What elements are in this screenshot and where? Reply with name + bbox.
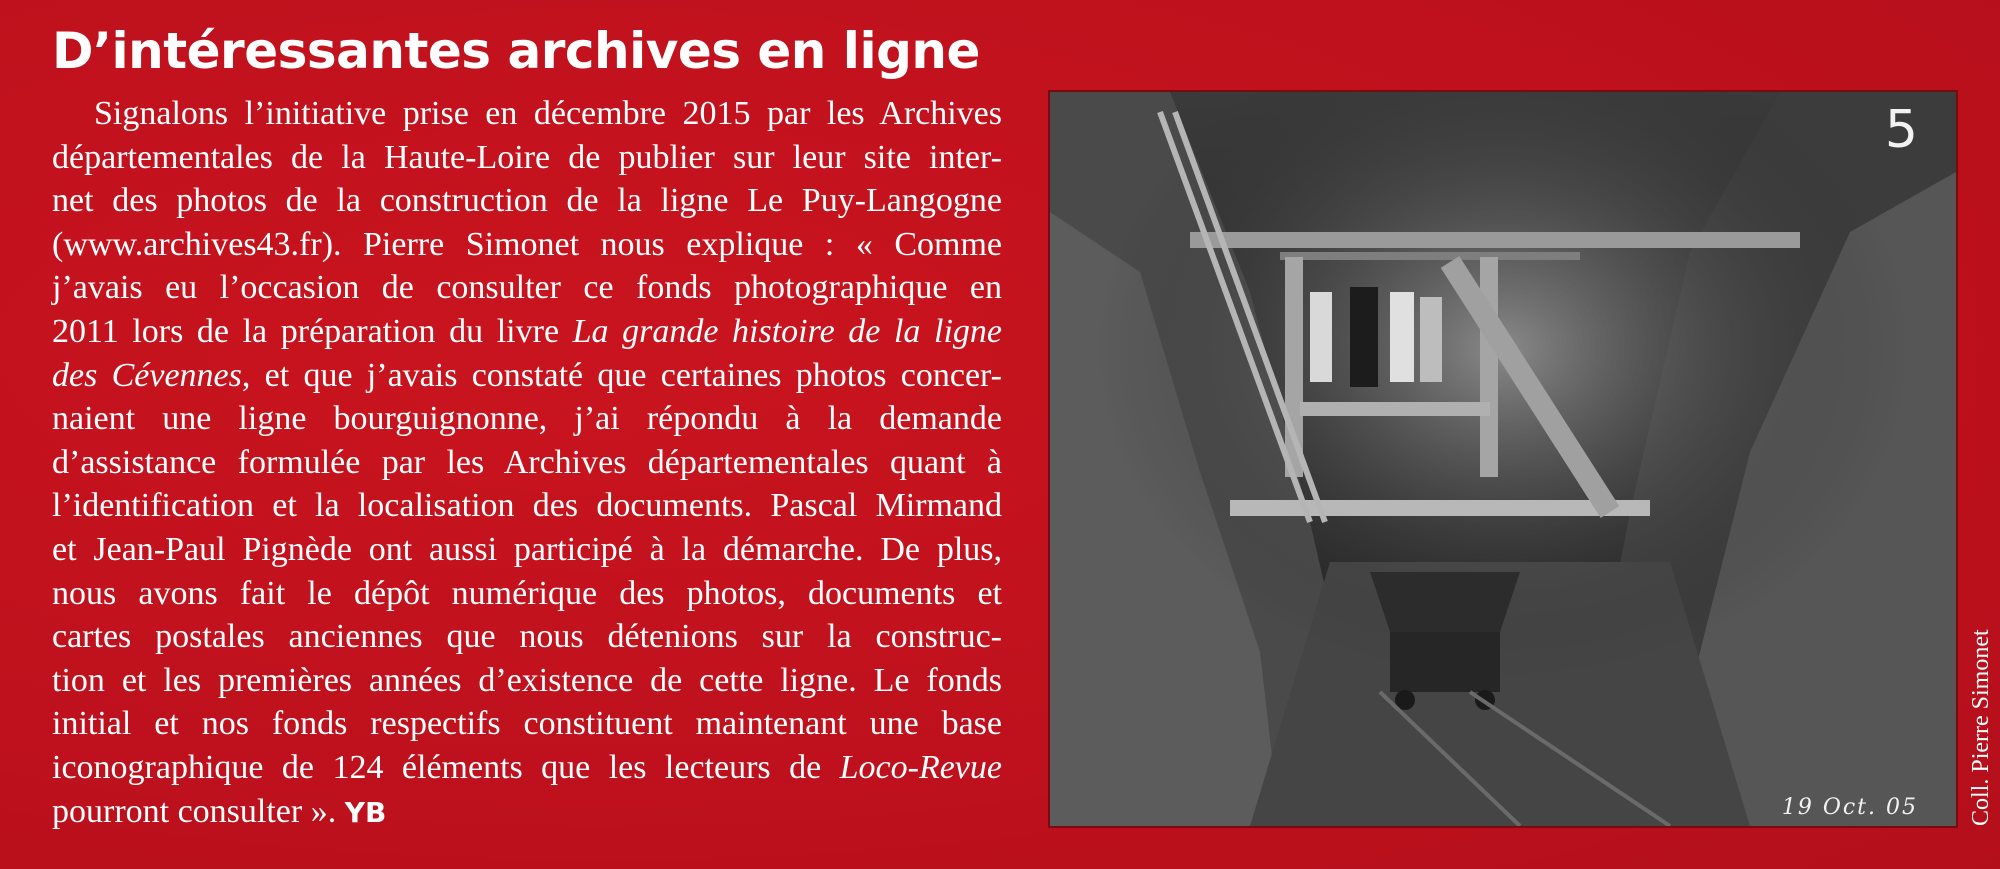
body-line: cartes postales anciennes que nous détenions sur la construc- [52, 618, 1002, 656]
body-line: j’avais eu l’occasion de consulter ce fonds photographique en [52, 269, 1002, 307]
photo-credit: Coll. Pierre Simonet [1968, 629, 1994, 826]
body-line: net des photos de la construction de la ligne Le Puy-Langogne [52, 182, 1002, 220]
body-line: et Jean-Paul Pignède ont aussi participé à la démarche. De plus, [52, 530, 1002, 568]
body-text-run: iconographique de 124 éléments que les lecteurs de [52, 748, 840, 786]
photo-number: 5 [1884, 100, 1918, 160]
magazine-title: Loco-Revue [839, 748, 1002, 786]
body-line: naient une ligne bourguignonne, j’ai répondu à la demande [52, 400, 1002, 438]
body-line [52, 790, 1002, 835]
article-title: D’intéressantes archives en ligne [52, 22, 980, 80]
book-title-end: des Cévennes [52, 356, 242, 394]
body-line: départementales de la Haute-Loire de publier sur leur site inter- [52, 138, 1002, 176]
body-line [52, 354, 1002, 398]
body-line: tion et les premières années d’existence de cette ligne. Le fonds [52, 661, 1002, 699]
body-line: (www.archives43.fr). Pierre Simonet nous explique : « Comme [52, 225, 1002, 263]
body-line: initial et nos fonds respectifs constituent maintenant une base [52, 705, 1002, 743]
body-text-run: pourront consulter ». [52, 792, 345, 830]
body-line: d’assistance formulée par les Archives départementales quant à [52, 443, 1002, 481]
body-text-run: , et que j’avais constaté que certaines photos concer- [241, 356, 1002, 394]
body-line: nous avons fait le dépôt numérique des photos, documents et [52, 574, 1002, 612]
body-line: l’identification et la localisation des documents. Pascal Mirmand [52, 487, 1002, 525]
photo-date: 19 Oct. 05 [1781, 795, 1918, 820]
body-line: Signalons l’initiative prise en décembre 2015 par les Archives [94, 95, 1002, 132]
article-body [52, 92, 1002, 834]
body-text-run: 2011 lors de la préparation du livre [52, 312, 573, 350]
body-line [52, 310, 1002, 354]
tunnel-construction-image [1050, 92, 1956, 826]
author-signature: YB [344, 795, 387, 829]
book-title: La grande histoire de la ligne [572, 312, 1002, 350]
archive-photo [1050, 92, 1956, 826]
body-line [52, 746, 1002, 790]
